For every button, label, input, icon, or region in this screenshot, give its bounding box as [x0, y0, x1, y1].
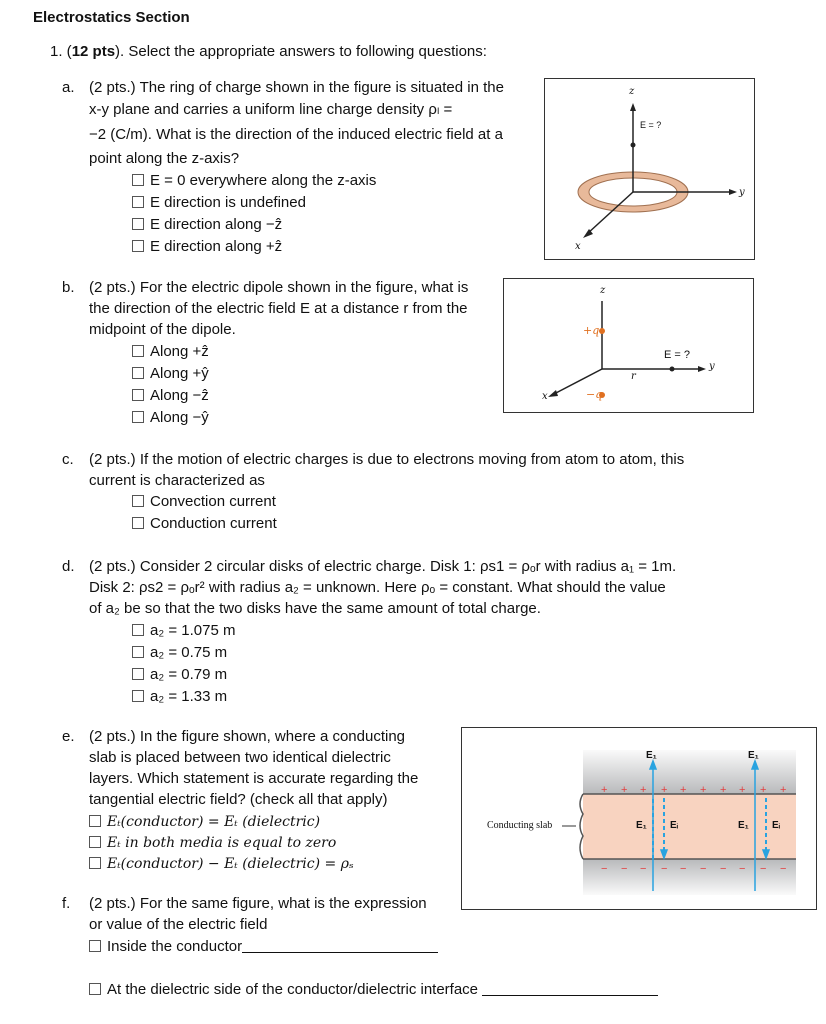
svg-text:+: + — [700, 784, 707, 796]
checkbox[interactable] — [89, 836, 101, 848]
qf-label: f. — [62, 895, 71, 912]
e-label: E = ? — [664, 349, 690, 361]
svg-text:−: − — [739, 863, 746, 875]
option-label: Inside the conductor — [107, 938, 243, 955]
svg-text:+: + — [680, 784, 687, 796]
checkbox[interactable] — [89, 815, 101, 827]
qa-line: point along the z-axis? — [89, 150, 240, 167]
option-label: E = 0 everywhere along the z-axis — [150, 172, 377, 189]
option-label: Eₜ in both media is equal to zero — [107, 835, 337, 851]
z-axis-label: z — [629, 86, 635, 97]
qe-line: (2 pts.) In the figure shown, where a conducting — [89, 728, 406, 745]
x-axis-label: x — [575, 241, 581, 252]
option-label: Eₜ(conductor) = Eₜ (dielectric) — [107, 814, 321, 830]
qf-option[interactable] — [89, 980, 658, 1000]
qe-option[interactable] — [89, 833, 336, 853]
option-label: Conduction current — [150, 515, 277, 532]
checkbox[interactable] — [132, 646, 144, 658]
option-label: a₂ = 1.075 m — [150, 622, 236, 639]
q1-text: ). Select the appropriate answers to following questions: — [115, 43, 487, 60]
checkbox[interactable] — [132, 517, 144, 529]
checkbox[interactable] — [132, 668, 144, 680]
option-label: Along +ẑ — [150, 343, 209, 360]
checkbox[interactable] — [132, 240, 144, 252]
svg-text:−: − — [661, 863, 668, 875]
e1-inside-label: E₁ — [636, 820, 647, 831]
qd-line: Disk 2: ρs2 = ρₒr² with radius a₂ = unknown. Here ρₒ = constant. What should the value — [89, 579, 666, 596]
svg-text:+: + — [661, 784, 668, 796]
q1-num: 1. ( — [50, 43, 72, 60]
option-label: Along +ŷ — [150, 365, 209, 382]
qe-line: slab is placed between two identical dielectric — [89, 749, 391, 766]
checkbox[interactable] — [89, 857, 101, 869]
ring-figure — [544, 78, 755, 260]
option-label: Eₜ(conductor) − Eₜ (dielectric) = ρₛ — [107, 856, 354, 872]
checkbox[interactable] — [132, 218, 144, 230]
checkbox[interactable] — [132, 389, 144, 401]
qe-label: e. — [62, 728, 75, 745]
qc-line: current is characterized as — [89, 472, 265, 489]
qb-option[interactable] — [132, 342, 209, 362]
qf-line: or value of the electric field — [89, 916, 268, 933]
dipole-figure — [503, 278, 754, 413]
answer-blank[interactable] — [242, 952, 438, 953]
qc-line: (2 pts.) If the motion of electric charges is due to electrons moving from atom to atom, this — [89, 451, 685, 468]
qd-option[interactable] — [132, 665, 227, 685]
checkbox[interactable] — [132, 196, 144, 208]
svg-text:+: + — [780, 784, 787, 796]
option-label: E direction is undefined — [150, 194, 306, 211]
qa-label: a. — [62, 79, 75, 96]
qc-label: c. — [62, 451, 74, 468]
ei-label: Eᵢ — [772, 820, 781, 831]
svg-text:+: + — [760, 784, 767, 796]
qa-line: x-y plane and carries a uniform line charge density ρₗ = — [89, 101, 453, 118]
checkbox[interactable] — [89, 940, 101, 952]
positive-charge-label: +q — [583, 324, 600, 337]
qb-line: midpoint of the dipole. — [89, 321, 236, 338]
svg-text:−: − — [760, 863, 767, 875]
option-label: E direction along +ẑ — [150, 238, 283, 255]
qd-option[interactable] — [132, 621, 235, 641]
qc-option[interactable] — [132, 492, 276, 512]
e1-label: E₁ — [646, 750, 657, 761]
qb-line: (2 pts.) For the electric dipole shown in the figure, what is — [89, 279, 469, 296]
q1-points: 12 pts — [71, 43, 116, 60]
z-axis-label: z — [600, 285, 606, 296]
question-1-header — [50, 42, 487, 62]
option-label: a₂ = 0.75 m — [150, 644, 228, 661]
qd-line: (2 pts.) Consider 2 circular disks of electric charge. Disk 1: ρs1 = ρₒr with radius a₁ = 1m. — [89, 558, 677, 575]
qf-option[interactable] — [89, 937, 438, 957]
y-axis-label: y — [709, 361, 715, 372]
qb-label: b. — [62, 279, 75, 296]
x-axis-label: x — [542, 391, 548, 402]
qe-line: layers. Which statement is accurate regarding the — [89, 770, 419, 787]
qa-option[interactable] — [132, 193, 306, 213]
option-label: Along −ẑ — [150, 387, 209, 404]
svg-text:−: − — [640, 863, 647, 875]
negative-charge-label: −q — [586, 388, 603, 401]
conducting-slab-label: Conducting slab — [487, 820, 553, 831]
qd-label: d. — [62, 558, 75, 575]
qe-option[interactable] — [89, 812, 320, 832]
qb-option[interactable] — [132, 386, 209, 406]
svg-text:+: + — [640, 784, 647, 796]
svg-text:+: + — [720, 784, 727, 796]
qf-line: (2 pts.) For the same figure, what is the expression — [89, 895, 427, 912]
checkbox[interactable] — [132, 174, 144, 186]
option-label: Along −ŷ — [150, 409, 209, 426]
qb-line: the direction of the electric field E at a distance r from the — [89, 300, 468, 317]
option-label: a₂ = 0.79 m — [150, 666, 228, 683]
option-label: E direction along −ẑ — [150, 216, 283, 233]
svg-text:−: − — [601, 863, 608, 875]
qb-option[interactable] — [132, 364, 209, 384]
qd-line: of a₂ be so that the two disks have the same amount of total charge. — [89, 600, 541, 617]
ring-diagram — [545, 79, 754, 259]
svg-text:−: − — [780, 863, 787, 875]
checkbox[interactable] — [132, 624, 144, 636]
ei-label: Eᵢ — [670, 820, 679, 831]
r-label: r — [631, 371, 636, 382]
svg-text:+: + — [601, 784, 608, 796]
qd-option[interactable] — [132, 687, 227, 707]
option-label: At the dielectric side of the conductor/dielectric interface — [107, 981, 479, 998]
qe-line: tangential electric field? (check all that apply) — [89, 791, 388, 808]
e1-label: E₁ — [748, 750, 759, 761]
qa-option[interactable] — [132, 215, 282, 235]
section-title: Electrostatics Section — [33, 9, 190, 26]
e-label: E = ? — [640, 120, 662, 130]
svg-text:−: − — [680, 863, 687, 875]
checkbox[interactable] — [89, 983, 101, 995]
svg-text:−: − — [720, 863, 727, 875]
y-axis-label: y — [739, 187, 745, 198]
svg-text:−: − — [621, 863, 628, 875]
checkbox[interactable] — [132, 690, 144, 702]
answer-blank[interactable] — [482, 995, 658, 996]
checkbox[interactable] — [132, 345, 144, 357]
qa-line: (2 pts.) The ring of charge shown in the figure is situated in the — [89, 79, 504, 96]
qc-option[interactable] — [132, 514, 277, 534]
svg-text:+: + — [739, 784, 746, 796]
e1-inside-label: E₁ — [738, 820, 749, 831]
checkbox[interactable] — [132, 411, 144, 423]
qe-option[interactable] — [89, 854, 354, 874]
checkbox[interactable] — [132, 495, 144, 507]
slab-figure — [461, 727, 817, 910]
qa-option[interactable] — [132, 171, 376, 191]
option-label: a₂ = 1.33 m — [150, 688, 228, 705]
qa-option[interactable] — [132, 237, 282, 257]
svg-text:+: + — [621, 784, 628, 796]
qd-option[interactable] — [132, 643, 227, 663]
qb-option[interactable] — [132, 408, 209, 428]
checkbox[interactable] — [132, 367, 144, 379]
svg-text:−: − — [700, 863, 707, 875]
option-label: Convection current — [150, 493, 276, 510]
qa-line: −2 (C/m). What is the direction of the induced electric field at a — [89, 126, 503, 143]
